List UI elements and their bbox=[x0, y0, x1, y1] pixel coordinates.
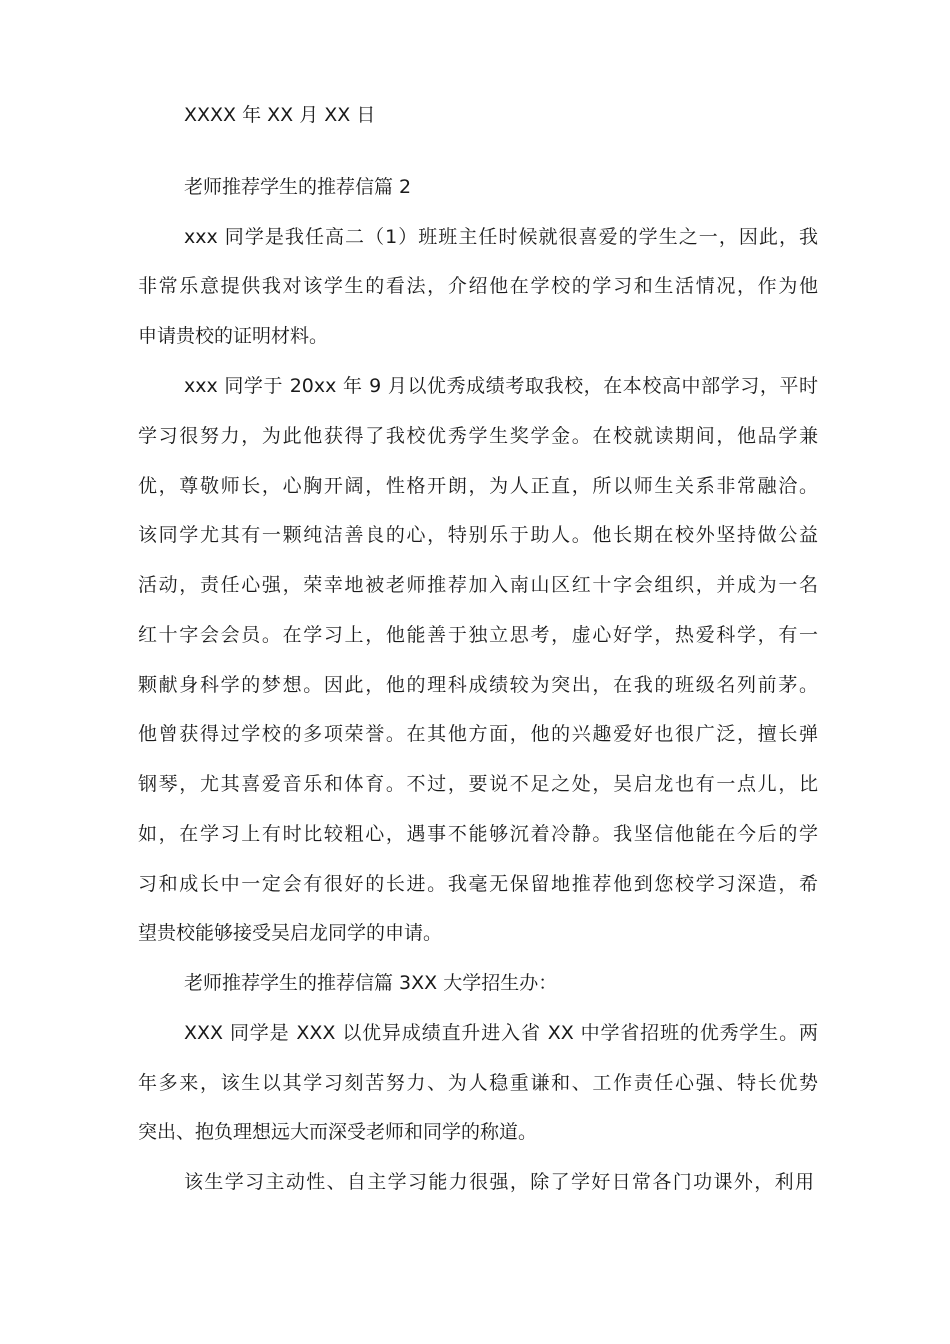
section-heading: 老师推荐学生的推荐信篇 2 bbox=[184, 176, 412, 198]
paragraph-line: 优，尊敬师长，心胸开阔，性格开朗，为人正直，所以师生关系非常融洽。 bbox=[138, 475, 818, 497]
paragraph-line: 颗献身科学的梦想。因此，他的理科成绩较为突出，在我的班级名列前茅。 bbox=[138, 674, 818, 696]
paragraph-line: 他曾获得过学校的多项荣誉。在其他方面，他的兴趣爱好也很广泛，擅长弹 bbox=[138, 723, 818, 745]
paragraph-line: XXX 同学是 XXX 以优异成绩直升进入省 XX 中学省招班的优秀学生。两 bbox=[184, 1022, 818, 1044]
paragraph-line: 非常乐意提供我对该学生的看法，介绍他在学校的学习和生活情况，作为他 bbox=[138, 275, 818, 297]
paragraph-line: 习和成长中一定会有很好的长进。我毫无保留地推荐他到您校学习深造，希 bbox=[138, 873, 818, 895]
paragraph-line: 该生学习主动性、自主学习能力很强，除了学好日常各门功课外，利用 bbox=[184, 1171, 814, 1193]
paragraph-line: 申请贵校的证明材料。 bbox=[138, 325, 329, 347]
paragraph-line: 该同学尤其有一颗纯洁善良的心，特别乐于助人。他长期在校外坚持做公益 bbox=[138, 524, 818, 546]
paragraph-line: xxx 同学是我任高二（1）班班主任时候就很喜爱的学生之一，因此，我 bbox=[184, 226, 818, 248]
date-line: XXXX 年 XX 月 XX 日 bbox=[184, 104, 376, 126]
paragraph-line: 红十字会会员。在学习上，他能善于独立思考，虚心好学，热爱科学，有一 bbox=[138, 624, 818, 646]
paragraph-line: 活动，责任心强，荣幸地被老师推荐加入南山区红十字会组织，并成为一名 bbox=[138, 574, 818, 596]
paragraph-line: 年多来，该生以其学习刻苦努力、为人稳重谦和、工作责任心强、特长优势 bbox=[138, 1072, 818, 1094]
paragraph-line: xxx 同学于 20xx 年 9 月以优秀成绩考取我校，在本校高中部学习，平时 bbox=[184, 375, 818, 397]
paragraph-line: 钢琴，尤其喜爱音乐和体育。不过，要说不足之处，吴启龙也有一点儿，比 bbox=[138, 773, 818, 795]
paragraph-line: 望贵校能够接受吴启龙同学的申请。 bbox=[138, 922, 443, 944]
section-heading: 老师推荐学生的推荐信篇 3XX 大学招生办： bbox=[184, 972, 558, 994]
paragraph-line: 如，在学习上有时比较粗心，遇事不能够沉着冷静。我坚信他能在今后的学 bbox=[138, 823, 818, 845]
paragraph-line: 学习很努力，为此他获得了我校优秀学生奖学金。在校就读期间，他品学兼 bbox=[138, 425, 818, 447]
paragraph-line: 突出、抱负理想远大而深受老师和同学的称道。 bbox=[138, 1121, 538, 1143]
